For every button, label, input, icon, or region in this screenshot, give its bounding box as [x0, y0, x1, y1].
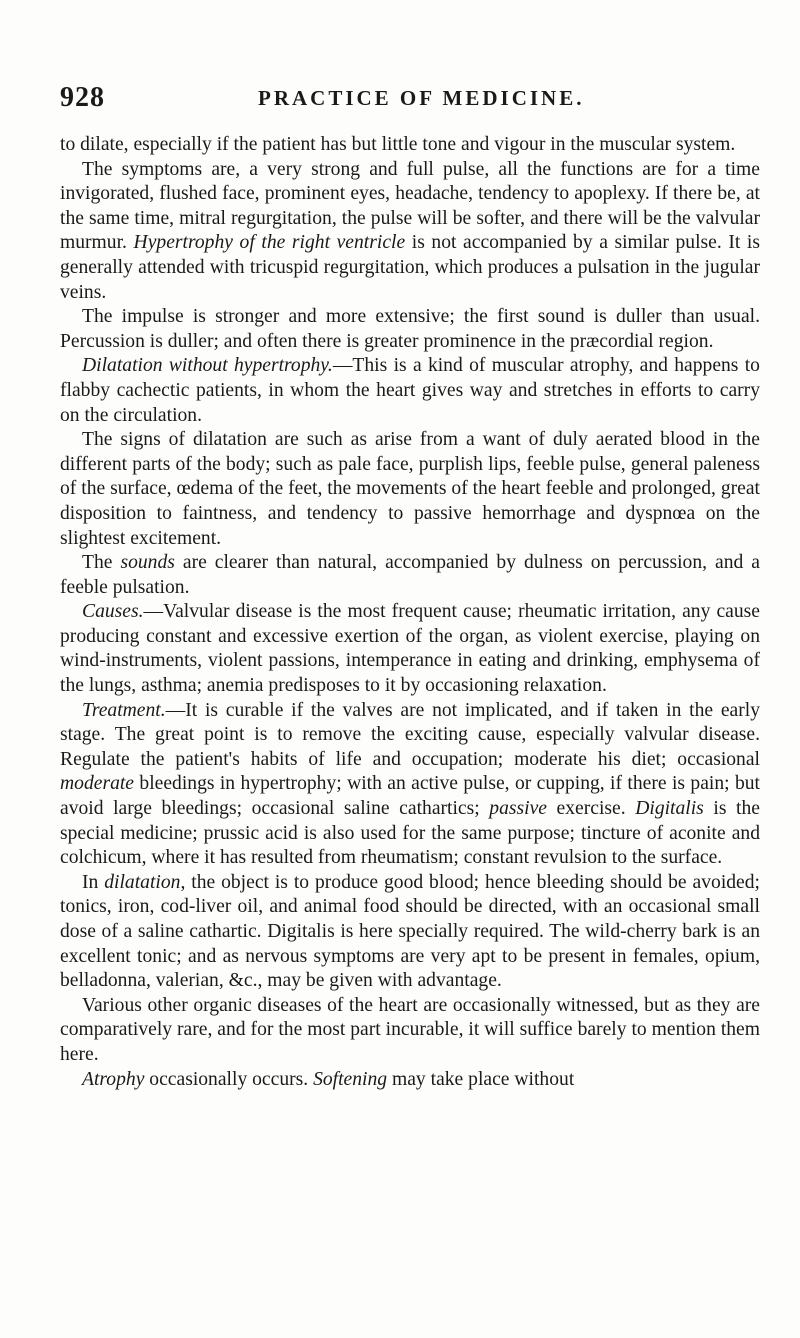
page-number: 928 [60, 82, 105, 113]
paragraph [60, 600, 760, 698]
text-run: occasionally occurs. [144, 1068, 314, 1090]
italic-term: passive [489, 798, 547, 820]
text-run: may take place without [387, 1068, 575, 1090]
paragraph [60, 871, 760, 994]
italic-term: Digitalis [635, 798, 704, 820]
text-run: The signs of dilatation are such as arise from a want of duly aerated blood in the different parts of the body; such as pale face, purplish lips, feeble pulse, general paleness of the surface, œdema of the feet, the movements of the heart feeble and prolonged, great disposition to faintness, and tendency to passive hemorrhage and dyspnœa on the slightest excitement. [60, 429, 760, 549]
paragraph [60, 1068, 760, 1093]
italic-term: sounds [120, 552, 175, 574]
page-header [60, 82, 760, 112]
italic-term: Hypertrophy of the right ventricle [133, 232, 406, 254]
paragraph [60, 354, 760, 428]
text-run: is the special medicine; prussic acid is also used for the same purpose; tincture of aconite and colchicum, where it has resulted from rheumatism; constant revulsion to the surface. [60, 798, 760, 869]
paragraph [60, 428, 760, 551]
text-run: —This is a kind of muscular atrophy, and happens to flabby cachectic patients, in whom the heart gives way and stretches in efforts to carry on the circulation. [60, 355, 760, 426]
text-run: The impulse is stronger and more extensive; the first sound is duller than usual. Percussion is duller; and often there is greater prominence in the præcordial region. [60, 306, 760, 352]
paragraph [60, 133, 760, 158]
text-run: bleedings in hypertrophy; with an active pulse, or cupping, if there is pain; but avoid large bleedings; occasional saline cathartics; [60, 773, 760, 820]
text-run: exercise. [546, 798, 636, 820]
section-heading: Dilatation without hypertrophy. [82, 355, 333, 377]
text-run: The [82, 552, 121, 574]
paragraph [60, 158, 760, 306]
paragraph [60, 699, 760, 871]
text-run: —Valvular disease is the most frequent cause; rheumatic irritation, any cause producing constant and excessive exertion of the organ, as violent exercise, playing on wind-instruments, violent passions, intemperance in eating and drinking, emphysema of the lungs, asthma; anemia predisposes to it by occasioning relaxation. [60, 601, 760, 697]
text-run: Various other organic diseases of the heart are occasionally witnessed, but as they are comparatively rare, and for the most part incurable, it will suffice barely to mention them here. [60, 994, 760, 1065]
text-run: In [82, 871, 105, 893]
text-run: are clearer than natural, accompanied by dulness on percussion, and a feeble pulsation. [60, 552, 760, 598]
running-head: PRACTICE OF MEDICINE. [258, 86, 585, 110]
section-heading: Causes. [82, 601, 144, 623]
section-heading: Treatment. [82, 699, 166, 721]
italic-term: moderate [60, 773, 135, 795]
text-run: —It is curable if the valves are not implicated, and if taken in the early stage. The great point is to remove the exciting cause, especially valvular disease. Regulate the patient's habits of life and occupation; moderate his diet; occasional [60, 699, 760, 770]
italic-term: dilatation [104, 871, 181, 893]
italic-term: Softening [313, 1068, 388, 1090]
paragraph [60, 551, 760, 600]
section-heading: Atrophy [82, 1068, 145, 1090]
text-run: The symptoms are, a very strong and full pulse, all the functions are for a time invigorated, flushed face, prominent eyes, headache, tendency to apoplexy. If there be, at the same time, mitral regurgitation, the pulse will be softer, and there will be the valvular murmur. [60, 158, 760, 254]
text-run: , the object is to produce good blood; hence bleeding should be avoided; tonics, iron, cod-liver oil, and animal food should be directed, with an occasional small dose of a saline cathartic. Digitalis is here specially required. The wild-cherry bark is an excellent tonic; and as nervous symptoms are very apt to be present in females, opium, belladonna, valerian, &c., may be given with advantage. [60, 871, 760, 992]
text-run: is not accompanied by a similar pulse. It is generally attended with tricuspid regurgitation, which produces a pulsation in the jugular veins. [60, 232, 760, 303]
body-text [60, 133, 760, 1092]
paragraph [60, 305, 760, 354]
paragraph [60, 994, 760, 1068]
text-run: to dilate, especially if the patient has but little tone and vigour in the muscular system. [60, 134, 736, 155]
